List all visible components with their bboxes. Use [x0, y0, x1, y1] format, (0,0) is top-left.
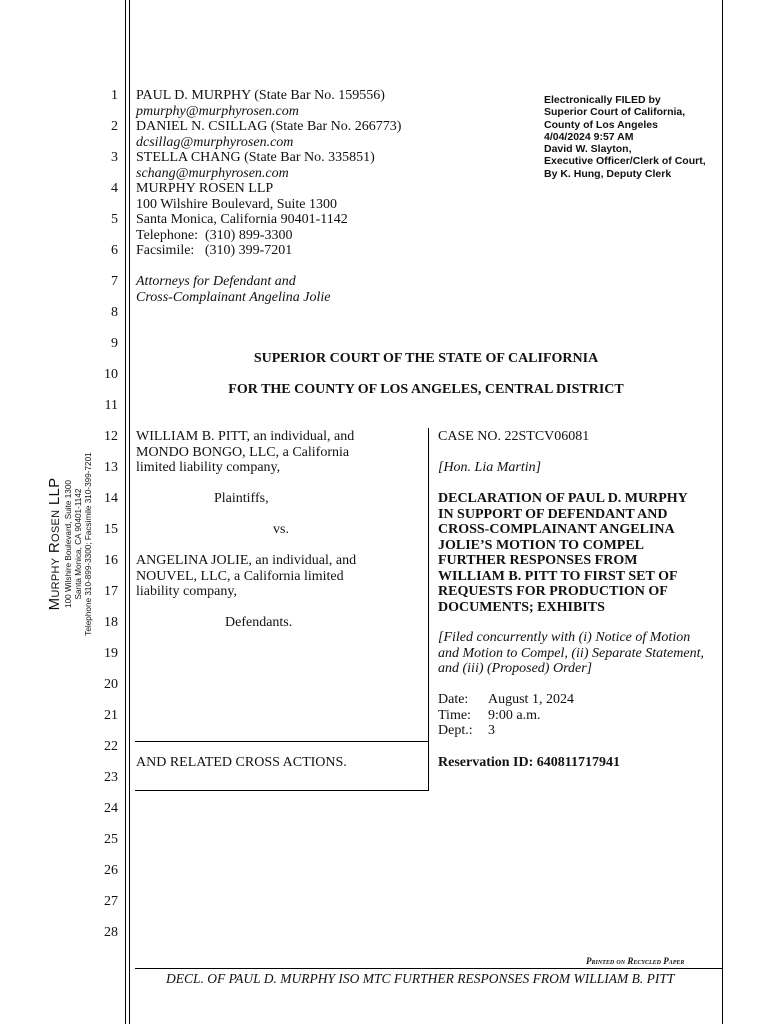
- caption-rule-bottom: [135, 790, 428, 791]
- attorneys-for: Cross-Complainant Angelina Jolie: [136, 289, 331, 305]
- line-number: 21: [104, 708, 118, 723]
- line-number: 14: [104, 491, 118, 506]
- firm-city: Santa Monica, California 90401-1142: [136, 212, 348, 227]
- firm-telephone: Telephone: (310) 899-3300: [136, 227, 293, 243]
- hearing-dept-label: Dept.:: [438, 723, 473, 738]
- caption-rule: [135, 741, 428, 742]
- line-number: 1: [111, 88, 118, 103]
- counsel-email: pmurphy@murphyrosen.com: [136, 103, 299, 119]
- sidebar-address-1: 100 Wilshire Boulevard, Suite 1300: [64, 480, 73, 608]
- filing-stamp: [544, 94, 706, 180]
- document-title-line: REQUESTS FOR PRODUCTION OF: [438, 584, 668, 599]
- line-number: 3: [111, 150, 118, 165]
- line-number: 11: [104, 398, 118, 413]
- plaintiffs-text: WILLIAM B. PITT, an individual, and: [136, 429, 355, 444]
- line-number: 22: [104, 739, 118, 754]
- footer-rule: [135, 968, 722, 969]
- firm-address: 100 Wilshire Boulevard, Suite 1300: [136, 196, 337, 212]
- sidebar-firm-name: Murphy Rosen LLP: [46, 477, 63, 611]
- left-margin-line-inner: [129, 0, 130, 1024]
- caption-divider: [428, 428, 429, 791]
- document-title-line: IN SUPPORT OF DEFENDANT AND: [438, 506, 668, 522]
- case-number: CASE NO. 22STCV06081: [438, 429, 590, 444]
- counsel-line: STELLA CHANG (State Bar No. 335851): [136, 150, 375, 165]
- related-actions: AND RELATED CROSS ACTIONS.: [136, 755, 347, 770]
- hearing-dept: 3: [488, 723, 495, 738]
- attorneys-for: Attorneys for Defendant and: [136, 274, 296, 289]
- line-number: 17: [104, 584, 118, 599]
- line-number: 18: [104, 615, 118, 630]
- hearing-date-label: Date:: [438, 692, 469, 707]
- line-number: 27: [104, 894, 118, 909]
- filing-stamp-line: David W. Slayton,: [544, 143, 632, 156]
- sidebar-address-3: Telephone 310-899-3300; Facsimile 310-399-7201: [84, 452, 93, 636]
- counsel-line: DANIEL N. CSILLAG (State Bar No. 266773): [136, 119, 402, 134]
- line-number: 8: [111, 305, 118, 320]
- filing-stamp-line: By K. Hung, Deputy Clerk: [544, 167, 672, 180]
- versus: vs.: [273, 522, 289, 537]
- line-number: 5: [111, 212, 118, 227]
- left-margin-line-outer: [125, 0, 126, 1024]
- line-number: 7: [111, 274, 118, 289]
- line-number: 12: [104, 429, 118, 444]
- footer-title: DECL. OF PAUL D. MURPHY ISO MTC FURTHER RESPONSES FROM WILLIAM B. PITT: [166, 971, 675, 986]
- document-title-line: DECLARATION OF PAUL D. MURPHY: [438, 491, 688, 506]
- filing-stamp-line: Superior Court of California,: [544, 106, 686, 119]
- counsel-email: dcsillag@murphyrosen.com: [136, 134, 294, 150]
- line-number: 23: [104, 770, 118, 785]
- line-number: 2: [111, 119, 118, 134]
- plaintiffs-text: limited liability company,: [136, 460, 281, 475]
- document-title-line: CROSS-COMPLAINANT ANGELINA: [438, 522, 675, 537]
- line-number: 13: [104, 460, 118, 475]
- line-number: 4: [111, 181, 118, 196]
- filing-stamp-line: Electronically FILED by: [544, 94, 661, 106]
- line-number: 28: [104, 925, 118, 940]
- line-number: 6: [111, 243, 118, 258]
- judge-name: [Hon. Lia Martin]: [438, 460, 542, 475]
- right-margin-line: [722, 0, 723, 1024]
- document-title-line: DOCUMENTS; EXHIBITS: [438, 599, 605, 615]
- line-number: 19: [104, 646, 118, 661]
- line-number: 9: [111, 336, 118, 351]
- plaintiffs-label: Plaintiffs,: [214, 491, 269, 506]
- line-number: 16: [104, 553, 118, 568]
- line-number: 24: [104, 801, 118, 816]
- defendants-text: NOUVEL, LLC, a California limited: [136, 568, 344, 584]
- filed-concurrently: and Motion to Compel, (ii) Separate Statement,: [438, 645, 704, 661]
- hearing-date: August 1, 2024: [488, 692, 574, 707]
- defendants-text: liability company,: [136, 584, 237, 599]
- hearing-time: 9:00 a.m.: [488, 707, 541, 723]
- counsel-line: PAUL D. MURPHY (State Bar No. 159556): [136, 88, 385, 103]
- firm-facsimile: Facsimile: (310) 399-7201: [136, 243, 293, 258]
- line-number: 20: [104, 677, 118, 692]
- filing-stamp-line: 4/04/2024 9:57 AM: [544, 130, 634, 143]
- court-title: SUPERIOR COURT OF THE STATE OF CALIFORNIA: [253, 351, 599, 366]
- document-title-line: FURTHER RESPONSES FROM: [438, 553, 638, 568]
- sidebar-firm-info: [46, 384, 94, 704]
- filing-stamp-line: County of Los Angeles: [544, 118, 658, 131]
- filing-stamp-line: Executive Officer/Clerk of Court,: [544, 155, 706, 168]
- court-county: FOR THE COUNTY OF LOS ANGELES, CENTRAL DISTRICT: [228, 382, 624, 397]
- firm-name: MURPHY ROSEN LLP: [136, 181, 274, 196]
- defendants-label: Defendants.: [225, 615, 293, 630]
- sidebar-address-2: Santa Monica, CA 90401-1142: [74, 488, 83, 600]
- defendants-text: ANGELINA JOLIE, an individual, and: [136, 553, 357, 568]
- line-number: 15: [104, 522, 118, 537]
- line-number: 10: [104, 367, 118, 382]
- hearing-time-label: Time:: [438, 707, 471, 723]
- document-title-line: JOLIE’S MOTION TO COMPEL: [438, 537, 645, 553]
- line-number: 26: [104, 863, 118, 878]
- filed-concurrently: [Filed concurrently with (i) Notice of Motion: [438, 630, 691, 645]
- line-number: 25: [104, 832, 118, 847]
- reservation-id: Reservation ID: 640811717941: [438, 755, 620, 770]
- document-title-line: WILLIAM B. PITT TO FIRST SET OF: [438, 568, 678, 584]
- plaintiffs-text: MONDO BONGO, LLC, a California: [136, 444, 350, 460]
- recycled-paper-note: Printed on Recycled Paper: [586, 956, 685, 966]
- counsel-email: schang@murphyrosen.com: [136, 165, 289, 181]
- filed-concurrently: and (iii) (Proposed) Order]: [438, 661, 593, 676]
